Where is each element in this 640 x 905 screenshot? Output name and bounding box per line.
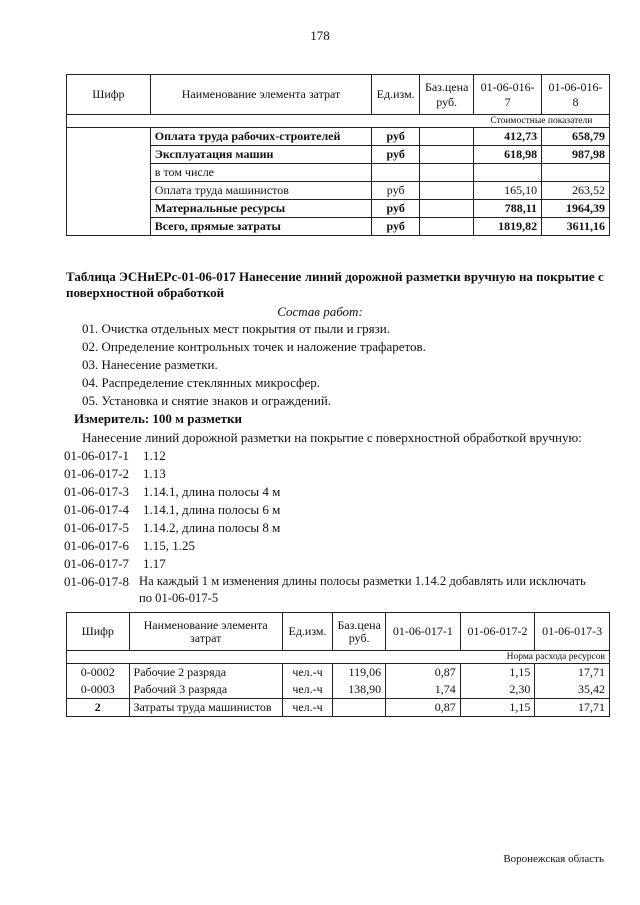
table-row — [67, 200, 610, 218]
work-item: 04. Распределение стеклянных микросфер. — [82, 375, 320, 390]
code-desc: 1.14.1, длина полосы 4 м — [143, 484, 281, 499]
row-value: 3611,16 — [542, 218, 610, 236]
row-code: 0-0002 — [67, 664, 130, 682]
row-unit: руб — [372, 182, 420, 200]
row-value: 1819,82 — [474, 218, 542, 236]
row-name: Материальные ресурсы — [150, 200, 371, 218]
work-item: 01. Очистка отдельных мест покрытия от пыли и грязи. — [82, 321, 390, 336]
row-name: Рабочие 2 разряда — [129, 664, 282, 682]
row-unit: руб — [372, 128, 420, 146]
table-header-row — [67, 75, 610, 115]
page-number: 178 — [310, 28, 330, 43]
section-label: Стоимостные показатели — [474, 115, 610, 128]
section-row — [67, 651, 610, 664]
row-unit: руб — [372, 200, 420, 218]
header-cell: Баз.цена руб. — [420, 75, 474, 115]
table-row — [67, 182, 610, 200]
code-label: 01-06-017-6 — [64, 538, 129, 553]
header-cell: 01-06-017-3 — [535, 613, 610, 651]
row-value: 618,98 — [474, 146, 542, 164]
code-desc: 1.15, 1.25 — [143, 538, 195, 553]
row-unit: руб — [372, 218, 420, 236]
row-name: в том числе — [150, 164, 371, 182]
row-value: 165,10 — [474, 182, 542, 200]
code-label: 01-06-017-1 — [64, 448, 129, 463]
row-value: 1,15 — [460, 664, 535, 682]
code-label: 01-06-017-7 — [64, 556, 129, 571]
row-code: 2 — [67, 699, 130, 717]
header-cell: 01-06-016-8 — [542, 75, 610, 115]
work-item: 05. Установка и снятие знаков и ограждений. — [82, 393, 332, 408]
row-value: 658,79 — [542, 128, 610, 146]
header-cell: 01-06-017-2 — [460, 613, 535, 651]
row-value: 35,42 — [535, 681, 610, 699]
intro-text: Нанесение линий дорожной разметки на покрытие с поверхностной обработкой вручную: — [82, 430, 582, 445]
row-value: 263,52 — [542, 182, 610, 200]
row-name: Оплата труда рабочих-строителей — [150, 128, 371, 146]
row-value: 1,15 — [460, 699, 535, 717]
row-name: Оплата труда машинистов — [150, 182, 371, 200]
section-row — [67, 115, 610, 128]
row-value: 987,98 — [542, 146, 610, 164]
section-label: Норма расхода ресурсов — [386, 651, 610, 664]
row-unit: чел.-ч — [282, 681, 332, 699]
row-price: 119,06 — [333, 664, 386, 682]
code-label: 01-06-017-8 — [64, 574, 129, 589]
row-unit: руб — [372, 146, 420, 164]
code-desc: 1.14.1, длина полосы 6 м — [143, 502, 281, 517]
code-desc: 1.13 — [143, 466, 166, 481]
row-value: 412,73 — [474, 128, 542, 146]
header-cell: 01-06-017-1 — [386, 613, 461, 651]
row-price: 138,90 — [333, 681, 386, 699]
row-name: Рабочий 3 разряда — [129, 681, 282, 699]
code-desc: 1.14.2, длина полосы 8 м — [143, 520, 281, 535]
footer-region: Воронежская область — [503, 853, 604, 865]
row-value: 1964,39 — [542, 200, 610, 218]
table-row — [67, 146, 610, 164]
code-label: 01-06-017-4 — [64, 502, 129, 517]
code-desc-continued: по 01-06-017-5 — [139, 591, 219, 605]
table-row — [67, 699, 610, 717]
code-desc: На каждый 1 м изменения длины полосы разметки 1.14.2 добавлять или исключать — [139, 574, 586, 588]
header-cell: Наименование элемента затрат — [129, 613, 282, 651]
row-value: 2,30 — [460, 681, 535, 699]
table-title: Таблица ЭСНиЕРс-01-06-017 Нанесение линий дорожной разметки вручную на покрытие с поверхностной обработкой — [66, 269, 604, 300]
header-cell: Шифр — [67, 75, 151, 115]
row-value: 17,71 — [535, 664, 610, 682]
row-value: 17,71 — [535, 699, 610, 717]
measure-unit: Измеритель: 100 м разметки — [74, 411, 243, 426]
code-label: 01-06-017-3 — [64, 484, 129, 499]
header-cell: Ед.изм. — [372, 75, 420, 115]
table-row — [67, 164, 610, 182]
cost-table — [66, 74, 610, 236]
resource-table — [66, 612, 610, 717]
table-row — [67, 664, 610, 682]
row-value: 1,74 — [386, 681, 461, 699]
row-name: Затраты труда машинистов — [129, 699, 282, 717]
code-label: 01-06-017-2 — [64, 466, 129, 481]
work-item: 02. Определение контрольных точек и наложение трафаретов. — [82, 339, 426, 354]
table-row — [67, 218, 610, 236]
row-name: Эксплуатация машин — [150, 146, 371, 164]
row-unit: чел.-ч — [282, 699, 332, 717]
table-row — [67, 681, 610, 699]
header-cell: Баз.цена руб. — [333, 613, 386, 651]
work-composition-heading: Состав работ: — [277, 304, 363, 319]
row-name: Всего, прямые затраты — [150, 218, 371, 236]
header-cell: 01-06-016-7 — [474, 75, 542, 115]
header-cell: Ед.изм. — [282, 613, 332, 651]
row-value: 0,87 — [386, 699, 461, 717]
header-cell: Шифр — [67, 613, 130, 651]
code-desc: 1.12 — [143, 448, 166, 463]
row-unit: чел.-ч — [282, 664, 332, 682]
code-label: 01-06-017-5 — [64, 520, 129, 535]
row-value: 0,87 — [386, 664, 461, 682]
work-item: 03. Нанесение разметки. — [82, 357, 218, 372]
header-cell: Наименование элемента затрат — [150, 75, 371, 115]
table-header-row — [67, 613, 610, 651]
code-desc: 1.17 — [143, 556, 166, 571]
row-code: 0-0003 — [67, 681, 130, 699]
table-row — [67, 128, 610, 146]
row-value: 788,11 — [474, 200, 542, 218]
